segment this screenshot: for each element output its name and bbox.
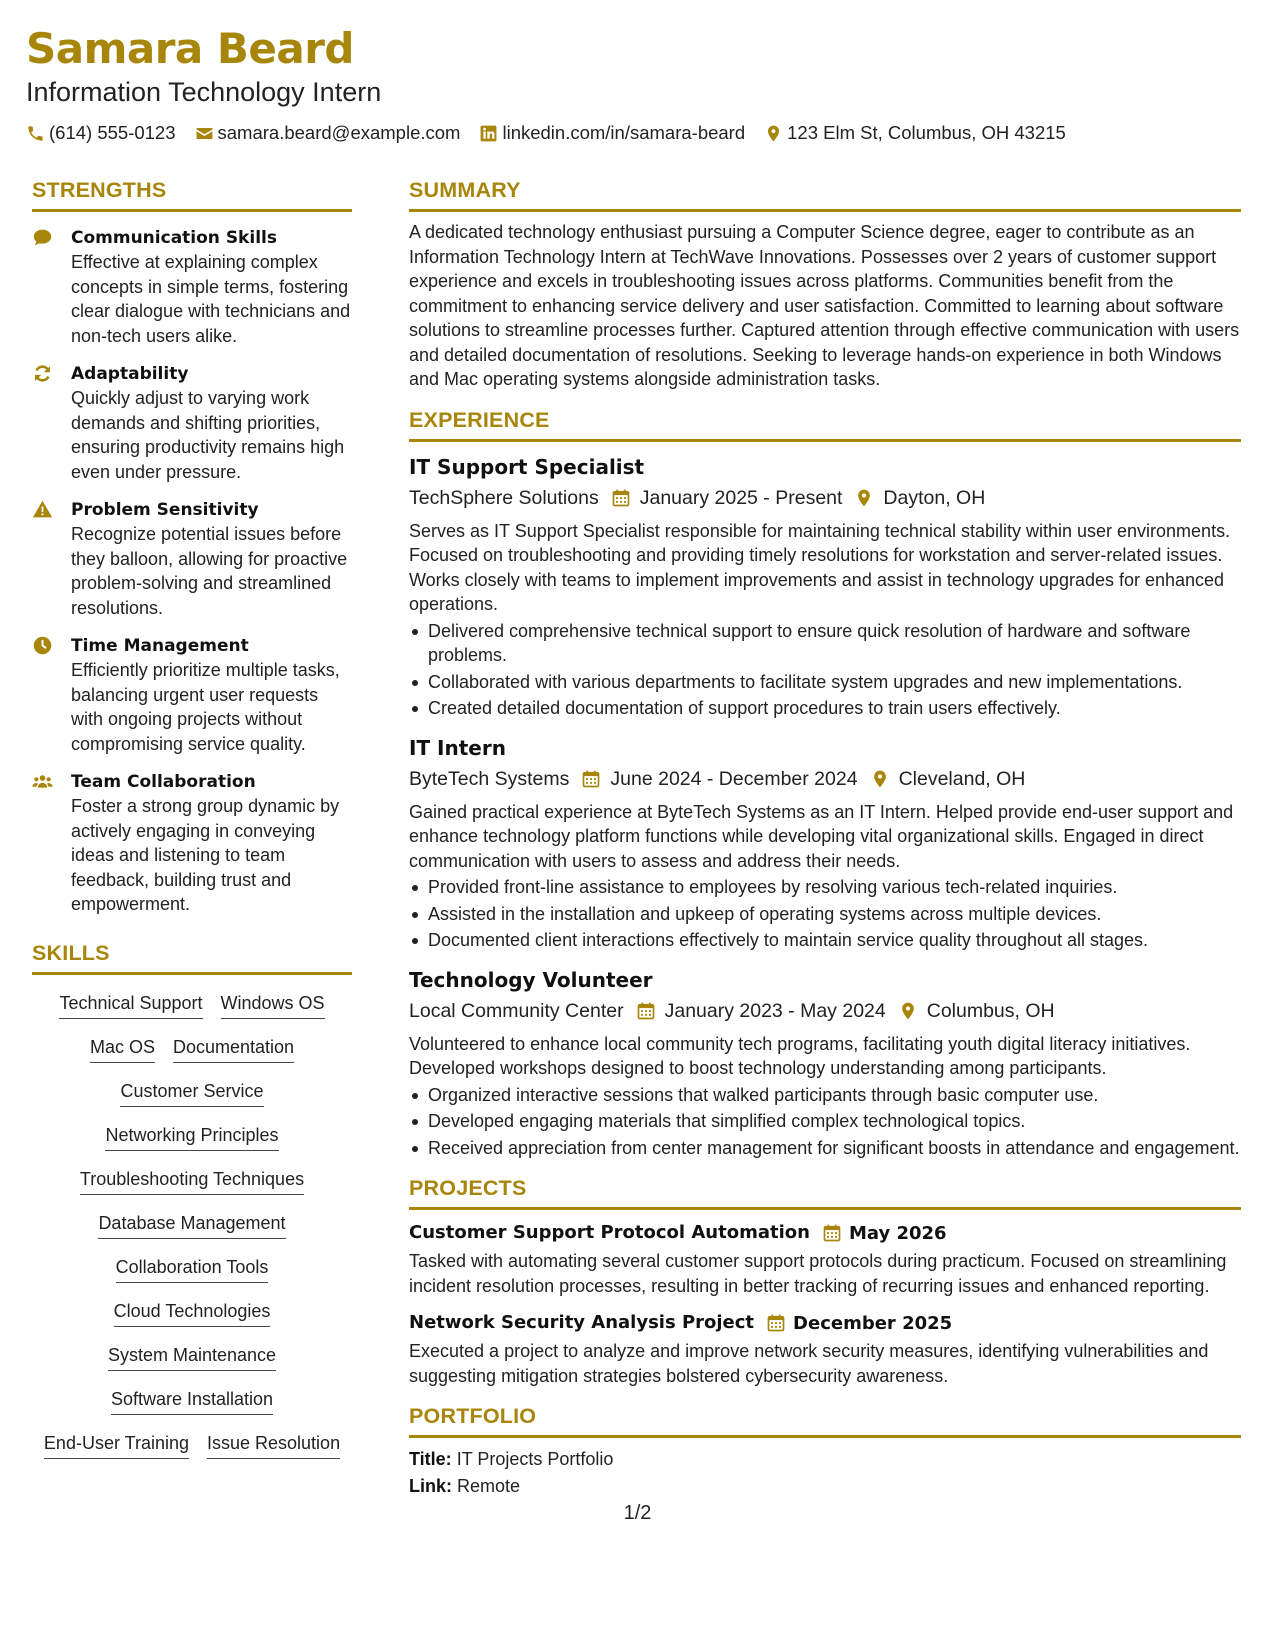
job-dates: January 2025 - Present [639, 486, 843, 509]
strength-desc: Quickly adjust to varying work demands and shifting priorities, ensuring productivity remains high even under pressure. [71, 388, 345, 482]
contact-email[interactable] [195, 122, 461, 144]
skill-tag: Technical Support [59, 991, 202, 1019]
job-entry [409, 735, 1241, 953]
job-meta [409, 766, 1241, 792]
page-number: 1/2 [623, 1502, 652, 1524]
location-pin-icon [764, 124, 783, 143]
job-desc: Gained practical experience at ByteTech Systems as an IT Intern. Helped provide end-user support and enhance technology platform functions while developing vital organizational skills. Engaged in direct communication with users to assess and address their needs. [409, 801, 1234, 871]
skill-tag: End-User Training [44, 1431, 189, 1459]
clock-icon [32, 635, 53, 656]
job-dates: January 2023 - May 2024 [664, 999, 886, 1022]
bullet-item: Organized interactive sessions that walked participants through basic computer use. [409, 1083, 1241, 1108]
strength-item [32, 498, 352, 620]
strength-desc: Recognize potential issues before they balloon, allowing for proactive problem-solving and streamlined resolutions. [71, 524, 348, 618]
skills-heading: SKILLS [32, 940, 110, 965]
portfolio-link-label: Link: [409, 1476, 452, 1496]
strength-title: Time Management [71, 636, 249, 656]
strength-item [32, 634, 352, 756]
bullet-item: Received appreciation from center management for significant boosts in attendance and engagement. [409, 1136, 1241, 1161]
skill-tag: Database Management [98, 1211, 285, 1239]
strength-title: Team Collaboration [71, 772, 256, 792]
skill-tag: Mac OS [90, 1035, 155, 1063]
calendar-icon [581, 769, 601, 789]
phone-text: (614) 555-0123 [49, 122, 176, 143]
strength-title: Problem Sensitivity [71, 500, 259, 520]
contact-linkedin[interactable] [479, 122, 745, 144]
section-divider [32, 209, 352, 212]
bullet-item: Documented client interactions effectively to maintain service quality throughout all stages. [409, 928, 1241, 953]
strength-item [32, 362, 352, 484]
left-column [32, 176, 352, 1469]
users-icon [32, 771, 53, 792]
phone-icon [26, 124, 45, 143]
skill-tag: Networking Principles [105, 1123, 278, 1151]
strength-desc: Effective at explaining complex concepts in simple terms, fostering clear dialogue with technicians and non-tech users alike. [71, 252, 351, 346]
bullet-item: Delivered comprehensive technical support to ensure quick resolution of hardware and software problems. [409, 619, 1241, 668]
portfolio-title-value: IT Projects Portfolio [456, 1449, 614, 1469]
job-bullets [409, 1083, 1241, 1161]
skill-tag: Collaboration Tools [116, 1255, 269, 1283]
warning-icon [32, 499, 53, 520]
portfolio-link-value[interactable]: Remote [457, 1476, 521, 1496]
job-company: ByteTech Systems [409, 767, 570, 790]
project-entry [409, 1220, 1241, 1298]
contact-phone [26, 122, 176, 144]
calendar-icon [822, 1223, 842, 1243]
skill-tag: Troubleshooting Techniques [80, 1167, 304, 1195]
job-entry [409, 454, 1241, 721]
project-entry [409, 1310, 1241, 1388]
section-divider [409, 439, 1241, 442]
summary-text: A dedicated technology enthusiast pursuing a Computer Science degree, eager to contribute as an Information Technology Intern at TechWave Innovations. Possesses over 2 years of customer support experience and excels in troubleshooting issues across platforms. Communities benefit from the commitment to enhancing service delivery and user satisfaction. Committed to learning about software solutions to streamline processes further. Captured attention through effective communication with users and detailed documentation of resolutions. Seeking to leverage hands-on experience in both Windows and Mac operating systems alongside administration tasks. [409, 222, 1240, 389]
project-desc: Tasked with automating several customer support protocols during practicum. Focused on streamlining incident resolution processes, resulting in better tracking of recurring issues and enhanced reporting. [409, 1251, 1227, 1296]
skill-tag: System Maintenance [108, 1343, 276, 1371]
job-title: IT Intern [409, 735, 506, 760]
job-title: IT Support Specialist [409, 454, 645, 479]
job-dates: June 2024 - December 2024 [610, 767, 858, 790]
skill-tag: Software Installation [111, 1387, 273, 1415]
job-location: Cleveland, OH [898, 767, 1026, 790]
project-header [409, 1220, 1241, 1246]
portfolio-title-line [409, 1446, 1241, 1473]
contact-address [764, 122, 1066, 144]
job-bullets [409, 875, 1241, 953]
job-company: Local Community Center [409, 999, 624, 1022]
strength-title: Communication Skills [71, 228, 277, 248]
portfolio-details [409, 1446, 1241, 1500]
portfolio-link-line [409, 1473, 1241, 1500]
strength-item [32, 770, 352, 917]
strength-desc: Foster a strong group dynamic by actively engaging in conveying ideas and listening to team feedback, building trust and empowerment. [71, 796, 340, 914]
candidate-name: Samara Beard [26, 24, 354, 73]
job-title: Technology Volunteer [409, 967, 653, 992]
portfolio-title-label: Title: [409, 1449, 452, 1469]
section-divider [409, 1207, 1241, 1210]
strength-desc: Efficiently prioritize multiple tasks, balancing urgent user requests with ongoing projects without compromising service quality. [71, 660, 340, 754]
bullet-item: Collaborated with various departments to facilitate system upgrades and new implementations. [409, 670, 1241, 695]
section-divider [409, 1435, 1241, 1438]
project-title: Customer Support Protocol Automation [409, 1222, 810, 1243]
job-company: TechSphere Solutions [409, 486, 599, 509]
strength-item [32, 226, 352, 348]
job-bullets [409, 619, 1241, 721]
candidate-role: Information Technology Intern [26, 77, 382, 107]
project-date: December 2025 [793, 1312, 953, 1334]
refresh-icon [32, 363, 53, 384]
summary-heading: SUMMARY [409, 178, 521, 202]
skill-tag: Issue Resolution [207, 1431, 340, 1459]
job-desc: Volunteered to enhance local community tech programs, facilitating youth digital literacy initiatives. Developed workshops designed to boost technology understanding among participants. [409, 1033, 1191, 1078]
job-entry [409, 967, 1241, 1161]
skill-tag: Documentation [173, 1035, 294, 1063]
bullet-item: Developed engaging materials that simplified complex technological topics. [409, 1109, 1241, 1134]
email-text[interactable]: samara.beard@example.com [217, 122, 461, 143]
experience-heading: EXPERIENCE [409, 407, 550, 432]
project-title: Network Security Analysis Project [409, 1312, 755, 1333]
strength-title: Adaptability [71, 364, 189, 384]
job-desc: Serves as IT Support Specialist responsible for maintaining technical stability within user environments. Focused on troubleshooting and providing timely resolutions for workstation and server-related issues. Works closely with teams to implement improvements and assist in technology upgrades for enhanced operations. [409, 520, 1231, 614]
project-desc: Executed a project to analyze and improve network security measures, identifying vulnerabilities and suggesting mitigation strategies bolstered cybersecurity awareness. [409, 1341, 1209, 1386]
right-column [409, 176, 1241, 1500]
bullet-item: Provided front-line assistance to employees by resolving various tech-related inquiries. [409, 875, 1241, 900]
job-meta [409, 998, 1241, 1024]
bullet-item: Created detailed documentation of support procedures to train users effectively. [409, 696, 1241, 721]
job-meta [409, 485, 1241, 511]
skill-tag: Windows OS [221, 991, 325, 1019]
resume-header [26, 22, 1245, 144]
skill-tag: Customer Service [120, 1079, 263, 1107]
envelope-icon [195, 124, 214, 143]
section-divider [32, 972, 352, 975]
address-text: 123 Elm St, Columbus, OH 43215 [787, 122, 1066, 143]
location-pin-icon [854, 488, 874, 508]
contact-bar [26, 122, 1245, 144]
job-location: Dayton, OH [883, 486, 986, 509]
skills-list [32, 985, 352, 1469]
calendar-icon [766, 1313, 786, 1333]
linkedin-icon [479, 124, 498, 143]
strengths-heading: STRENGTHS [32, 178, 167, 202]
job-location: Columbus, OH [926, 999, 1055, 1022]
portfolio-heading: PORTFOLIO [409, 1404, 537, 1428]
projects-heading: PROJECTS [409, 1176, 527, 1200]
skill-tag: Cloud Technologies [114, 1299, 271, 1327]
calendar-icon [611, 488, 631, 508]
location-pin-icon [898, 1001, 918, 1021]
linkedin-text[interactable]: linkedin.com/in/samara-beard [502, 122, 746, 143]
calendar-icon [636, 1001, 656, 1021]
project-date: May 2026 [848, 1222, 947, 1244]
bullet-item: Assisted in the installation and upkeep of operating systems across multiple devices. [409, 902, 1241, 927]
speech-bubble-icon [32, 227, 53, 248]
section-divider [409, 209, 1241, 212]
location-pin-icon [870, 769, 890, 789]
project-header [409, 1310, 1241, 1336]
